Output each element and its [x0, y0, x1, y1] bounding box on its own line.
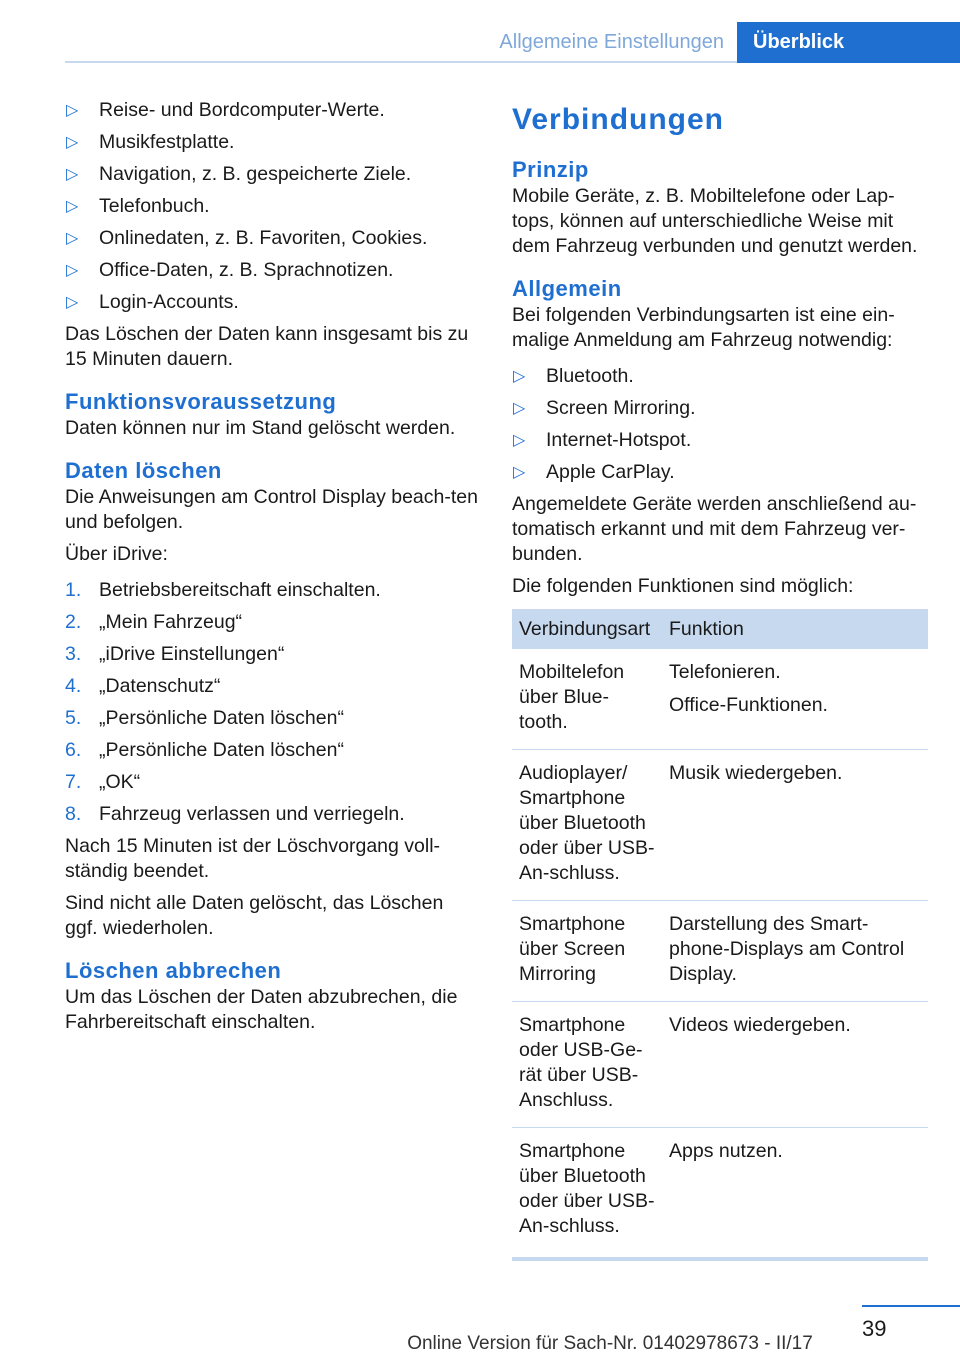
list-item: ▷ Office-Daten, z. B. Sprachnotizen. — [66, 259, 394, 281]
connection-type-cell: Smartphone oder USB-Ge‐rät über USB-Anschluss. — [512, 1002, 662, 1128]
delete-data-heading: Daten löschen — [65, 458, 222, 483]
step-item: 1. Betriebsbereitschaft einschalten. — [65, 579, 381, 601]
footer-rule — [862, 1305, 960, 1307]
list-item: ▷ Screen Mirroring. — [513, 397, 696, 419]
cancel-heading: Löschen abbrechen — [65, 958, 282, 983]
list-item: ▷ Internet-Hotspot. — [513, 429, 692, 451]
connection-types-list — [512, 364, 928, 485]
table-row — [512, 901, 928, 1002]
list-item: ▷ Musikfestplatte. — [66, 131, 235, 153]
triangle-bullet-icon: ▷ — [513, 464, 526, 481]
header-section-title: Allgemeine Einstellungen — [499, 31, 724, 53]
triangle-bullet-icon: ▷ — [513, 432, 526, 449]
functions-intro: Die folgenden Funktionen sind möglich: — [512, 575, 854, 597]
triangle-bullet-icon: ▷ — [66, 294, 79, 311]
table-row — [512, 750, 928, 901]
delete-data-intro: Die Anweisungen am Control Display beach‐ten und befolgen. — [65, 486, 478, 533]
cancel-text: Um das Löschen der Daten abzubrechen, die Fahrbereitschaft einschalten. — [65, 986, 458, 1033]
principle-heading: Prinzip — [512, 157, 589, 182]
deletable-data-list — [65, 98, 480, 315]
table-row — [512, 1002, 928, 1128]
triangle-bullet-icon: ▷ — [513, 400, 526, 417]
connection-type-cell: Smartphone über Bluetooth oder über USB-An‐schluss. — [519, 1140, 655, 1237]
principle-text: Mobile Geräte, z. B. Mobiltelefone oder Lap‐tops, können auf unterschiedliche Weise mit dem Fahrzeug verbunden und genutzt werden. — [512, 185, 918, 257]
triangle-bullet-icon: ▷ — [66, 230, 79, 247]
step-item: 4. „Datenschutz“ — [65, 675, 221, 697]
function-cell: Musik wiedergeben. — [662, 750, 928, 901]
list-item: ▷ Reise- und Bordcomputer-Werte. — [66, 99, 385, 121]
triangle-bullet-icon: ▷ — [66, 198, 79, 215]
via-idrive-text: Über iDrive: — [65, 543, 168, 565]
triangle-bullet-icon: ▷ — [66, 134, 79, 151]
step-item: 8. Fahrzeug verlassen und verriegeln. — [65, 803, 405, 825]
requirement-text: Daten können nur im Stand gelöscht werden. — [65, 417, 456, 439]
list-item: ▷ Navigation, z. B. gespeicherte Ziele. — [66, 163, 412, 185]
triangle-bullet-icon: ▷ — [66, 102, 79, 119]
connection-type-cell: Mobiltelefon über Blue‐tooth. — [512, 649, 662, 750]
completion-text: Nach 15 Minuten ist der Löschvorgang voll‐ständig beendet. — [65, 835, 441, 882]
delete-steps-list — [65, 578, 480, 827]
step-item: 3. „iDrive Einstellungen“ — [65, 643, 285, 665]
column-header: Funktion — [662, 609, 928, 649]
column-header: Verbindungsart — [512, 609, 662, 649]
list-item: ▷ Bluetooth. — [513, 365, 634, 387]
triangle-bullet-icon: ▷ — [513, 368, 526, 385]
list-item: ▷ Telefonbuch. — [66, 195, 210, 217]
right-column — [512, 98, 928, 1261]
general-text: Bei folgenden Verbindungsarten ist eine ein‐malige Anmeldung am Fahrzeug notwendig: — [512, 304, 895, 351]
registered-devices-text: Angemeldete Geräte werden anschließend au‐tomatisch erkannt und mit dem Fahrzeug ver‐bunden. — [512, 493, 917, 565]
function-cell: Telefonieren. Office-Funktionen. — [662, 649, 928, 750]
left-column — [65, 98, 480, 1042]
delete-duration-text: Das Löschen der Daten kann insgesamt bis zu 15 Minuten dauern. — [65, 323, 469, 370]
function-cell: Darstellung des Smart‐phone-Displays am Control Display. — [662, 901, 928, 1002]
page-number: 39 — [862, 1316, 887, 1341]
list-item: ▷ Login-Accounts. — [66, 291, 239, 313]
list-item: ▷ Onlinedaten, z. B. Favoriten, Cookies. — [66, 227, 428, 249]
triangle-bullet-icon: ▷ — [66, 166, 79, 183]
function-cell: Apps nutzen. — [669, 1140, 783, 1162]
step-item: 5. „Persönliche Daten löschen“ — [65, 707, 344, 729]
table-header-row — [512, 609, 928, 649]
triangle-bullet-icon: ▷ — [66, 262, 79, 279]
connections-title: Verbindungen — [512, 103, 725, 136]
step-item: 7. „OK“ — [65, 771, 141, 793]
list-item: ▷ Apple CarPlay. — [513, 461, 675, 483]
functions-table — [512, 609, 928, 1253]
header-tab: Überblick — [737, 22, 960, 63]
table-row — [512, 649, 928, 750]
repeat-text: Sind nicht alle Daten gelöscht, das Löschen ggf. wiederholen. — [65, 892, 444, 939]
requirement-heading: Funktionsvoraussetzung — [65, 389, 337, 414]
function-cell: Videos wiedergeben. — [662, 1002, 928, 1128]
connection-type-cell: Audioplayer/ Smartphone über Bluetooth oder über USB-An‐schluss. — [512, 750, 662, 901]
step-item: 6. „Persönliche Daten löschen“ — [65, 739, 344, 761]
footer-version-note: Online Version für Sach-Nr. 01402978673 - II/17 — [407, 1333, 813, 1354]
general-heading: Allgemein — [512, 276, 622, 301]
table-bottom-rule — [512, 1257, 928, 1261]
step-item: 2. „Mein Fahrzeug“ — [65, 611, 243, 633]
connection-type-cell: Smartphone über Screen Mirroring — [512, 901, 662, 1002]
table-row — [512, 1128, 928, 1254]
